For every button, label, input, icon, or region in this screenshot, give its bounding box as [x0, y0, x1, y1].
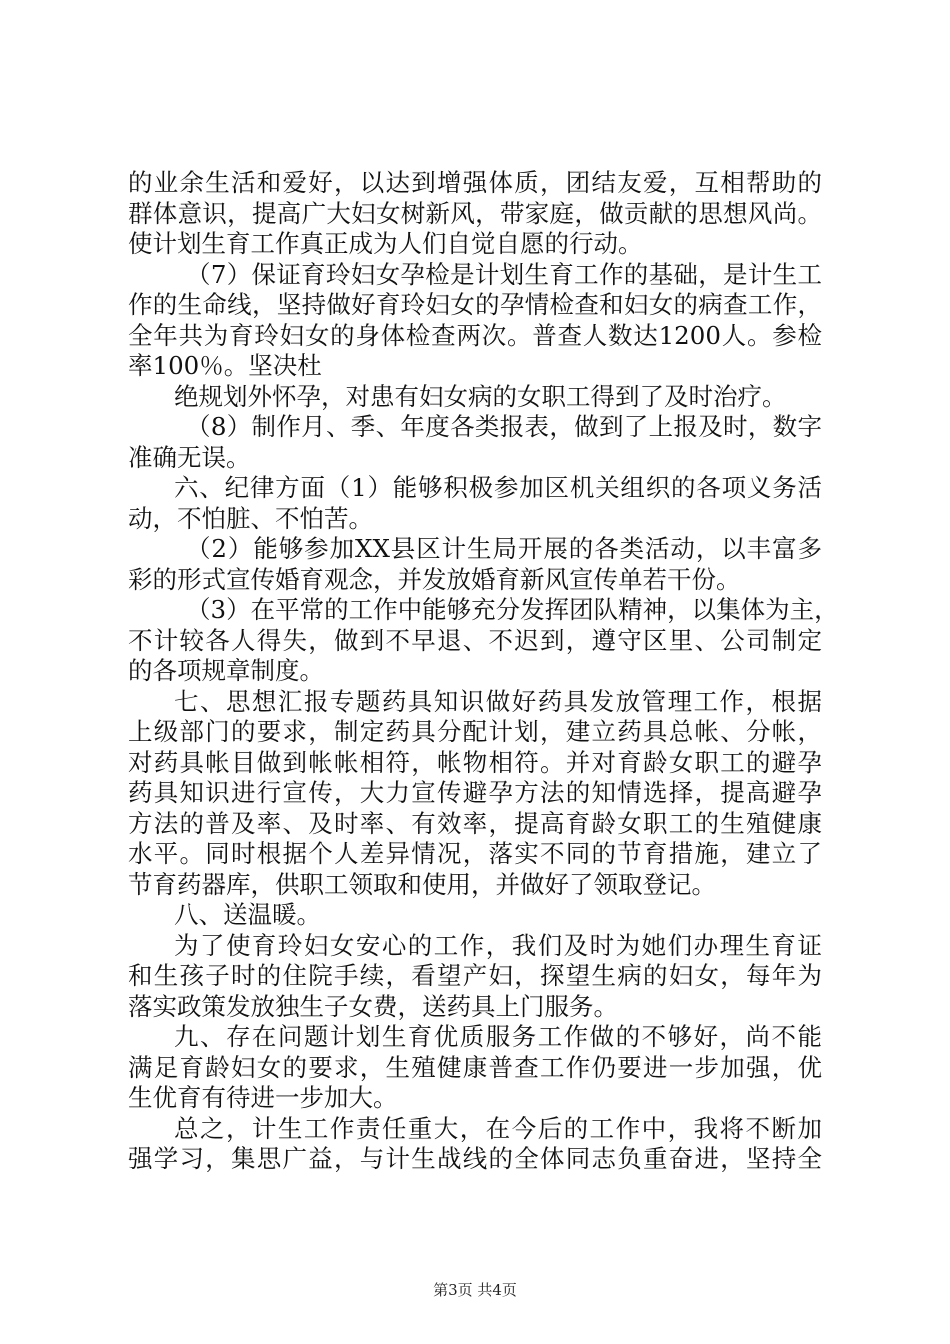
text-line: 对药具帐目做到帐帐相符，帐物相符。并对育龄女职工的避孕	[128, 747, 822, 777]
text-line: 全年共为育玲妇女的身体检查两次。普查人数达1200人。参检	[128, 320, 822, 350]
document-body	[128, 168, 839, 1175]
text-line: 使计划生育工作真正成为人们自觉自愿的行动。	[128, 229, 643, 258]
text-line: 九、存在问题计划生育优质服务工作做的不够好，尚不能	[174, 1022, 822, 1051]
text-line: （3）在平常的工作中能够充分发挥团队精神，以集体为主，	[186, 595, 839, 624]
text-line: 七、思想汇报专题药具知识做好药具发放管理工作，根据	[174, 686, 822, 716]
text-line: 不计较各人得失，做到不早退、不迟到，遵守区里、公司制定	[128, 625, 822, 655]
text-line: 六、纪律方面（1）能够积极参加区机关组织的各项义务活	[174, 473, 822, 502]
text-line: 八、送温暖。	[174, 900, 321, 929]
text-line: 落实政策发放独生子女费，送药具上门服务。	[128, 991, 618, 1021]
text-line: 的业余生活和爱好，以达到增强体质，团结友爱，互相帮助的	[128, 168, 822, 197]
text-line: （7）保证育玲妇女孕检是计划生育工作的基础，是计生工	[186, 259, 822, 289]
text-line: 率100％。坚决杜	[128, 351, 322, 380]
text-line: （2）能够参加XX县区计生局开展的各类活动，以丰富多	[186, 534, 822, 563]
text-line: 彩的形式宣传婚育观念，并发放婚育新风宣传单若干份。	[128, 564, 741, 594]
text-line: 生优育有待进一步加大。	[128, 1083, 398, 1112]
text-line: 作的生命线，坚持做好育玲妇女的孕情检查和妇女的病查工作，	[128, 290, 822, 319]
text-line: 强学习，集思广益，与计生战线的全体同志负重奋进，坚持全	[128, 1144, 822, 1173]
text-line: 满足育龄妇女的要求，生殖健康普查工作仍要进一步加强，优	[128, 1052, 822, 1082]
text-line: 总之，计生工作责任重大，在今后的工作中，我将不断加	[174, 1113, 822, 1143]
text-line: 药具知识进行宣传，大力宣传避孕方法的知情选择，提高避孕	[128, 778, 822, 807]
text-line: 和生孩子时的住院手续，看望产妇，探望生病的妇女，每年为	[128, 961, 822, 990]
page-number-footer: 第3页 共4页	[433, 1281, 517, 1299]
text-line: 为了使育玲妇女安心的工作，我们及时为她们办理生育证	[174, 930, 822, 960]
text-line: 准确无误。	[128, 442, 251, 472]
text-line: （8）制作月、季、年度各类报表，做到了上报及时，数字	[186, 412, 822, 441]
text-line: 动，不怕脏、不怕苦。	[128, 503, 373, 533]
text-line: 上级部门的要求，制定药具分配计划，建立药具总帐、分帐，	[128, 717, 822, 746]
text-line: 群体意识，提高广大妇女树新风，带家庭，做贡献的思想风尚。	[128, 198, 822, 228]
text-line: 节育药器库，供职工领取和使用，并做好了领取登记。	[128, 869, 716, 899]
text-line: 绝规划外怀孕，对患有妇女病的女职工得到了及时治疗。	[174, 381, 787, 411]
text-line: 的各项规章制度。	[128, 656, 324, 685]
text-line: 水平。同时根据个人差异情况，落实不同的节育措施，建立了	[128, 839, 822, 868]
text-line: 方法的普及率、及时率、有效率，提高育龄女职工的生殖健康	[128, 808, 822, 838]
